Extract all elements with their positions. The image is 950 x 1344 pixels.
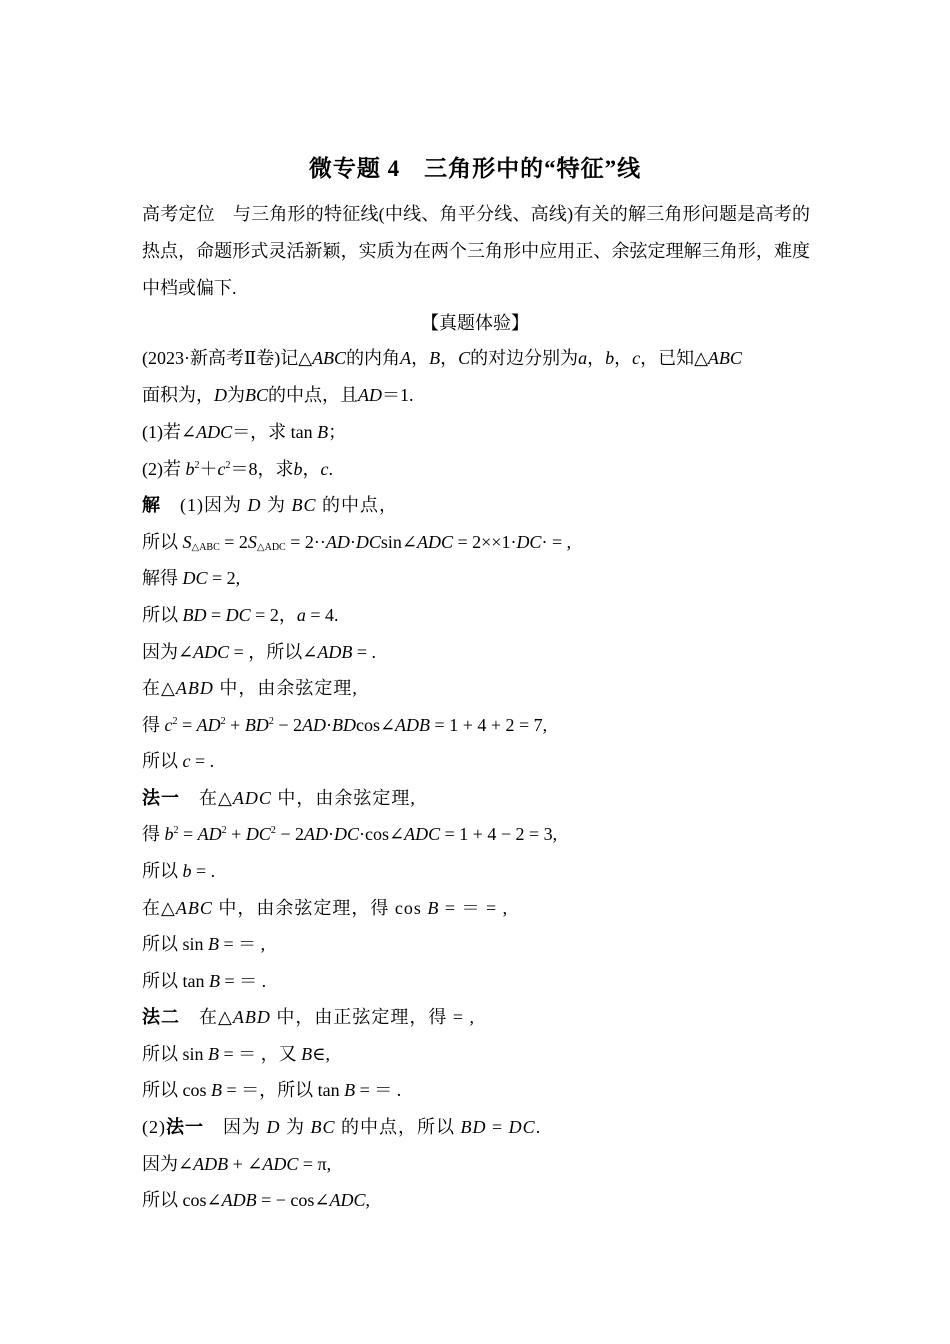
- solution-line-8: 所以 c = .: [142, 751, 215, 771]
- part-two-heading: (2)法一 因为 D 为 BC 的中点，所以 BD = DC.: [142, 1117, 542, 1137]
- solution-line-20: 所以 cos∠ADB = − cos∠ADC,: [142, 1190, 370, 1210]
- problem-part-1: (1)若∠ADC＝，求 tan B；: [142, 422, 347, 442]
- solution-line-6: 在△ABD 中，由余弦定理,: [142, 678, 358, 698]
- method-two-heading: 法二 在△ABD 中，由正弦定理，得 = ,: [142, 1007, 475, 1027]
- solution-line-12: 在△ABC 中，由余弦定理，得 cos B = ＝ = ,: [142, 898, 509, 918]
- page-title: 微专题 4 三角形中的“特征”线: [308, 156, 642, 181]
- problem-line-1: (2023·新高考Ⅱ卷)记△ABC的内角A，B，C的对边分别为a，b，c，已知△ABC: [142, 348, 742, 368]
- solution-line-4: 所以 BD = DC = 2，a = 4.: [142, 605, 339, 625]
- solution-line-3: 解得 DC = 2,: [142, 568, 241, 588]
- solution-line-16: 所以 sin B = ＝ ，又 B∈,: [142, 1044, 330, 1064]
- solution-line-1: 解 (1)因为 D 为 BC 的中点，: [142, 495, 399, 515]
- solution-line-5: 因为∠ADC = ，所以∠ADB = .: [142, 642, 376, 662]
- solution-line-13: 所以 sin B = ＝ ,: [142, 934, 266, 954]
- intro-paragraph: [142, 196, 810, 307]
- intro-text: 与三角形的特征线(中线、角平分线、高线)有关的解三角形问题是高考的热点，命题形式灵活新颖，实质为在两个三角形中应用正、余弦定理解三角形，难度中档或偏下.: [142, 204, 810, 298]
- intro-label: 高考定位: [142, 204, 215, 224]
- method-one-heading: 法一 在△ADC 中，由余弦定理,: [142, 788, 416, 808]
- solution-line-10: 得 $b^2 = AD^2 + DC^2$ − 2AD·DC·cos∠ADC = 1 + 4 − 2 = 3,: [142, 824, 558, 844]
- solution-line-14: 所以 tan B = ＝ .: [142, 971, 267, 991]
- solution-line-17: 所以 cos B = ＝，所以 tan B = ＝ .: [142, 1080, 402, 1100]
- solution-line-19: 因为∠ADB + ∠ADC = π,: [142, 1154, 332, 1174]
- solution-line-2: 所以 $S_{\triangle ABC} = 2S_{\triangle ADC}$ = 2··AD·DCsin∠ADC = 2××1·DC· = ,: [142, 532, 572, 553]
- problem-part-2: (2)若 $b^2+c^2=8$，求b，c.: [142, 459, 333, 479]
- solution-line-11: 所以 b = .: [142, 861, 216, 881]
- problem-line-2: 面积为，D为BC的中点，且AD＝1.: [142, 385, 414, 405]
- solution-line-7: 得 $c^2 = AD^2 + BD^2$ − 2AD·BDcos∠ADB = 1 + 4 + 2 = 7,: [142, 715, 548, 735]
- section-heading: 【真题体验】: [421, 313, 529, 333]
